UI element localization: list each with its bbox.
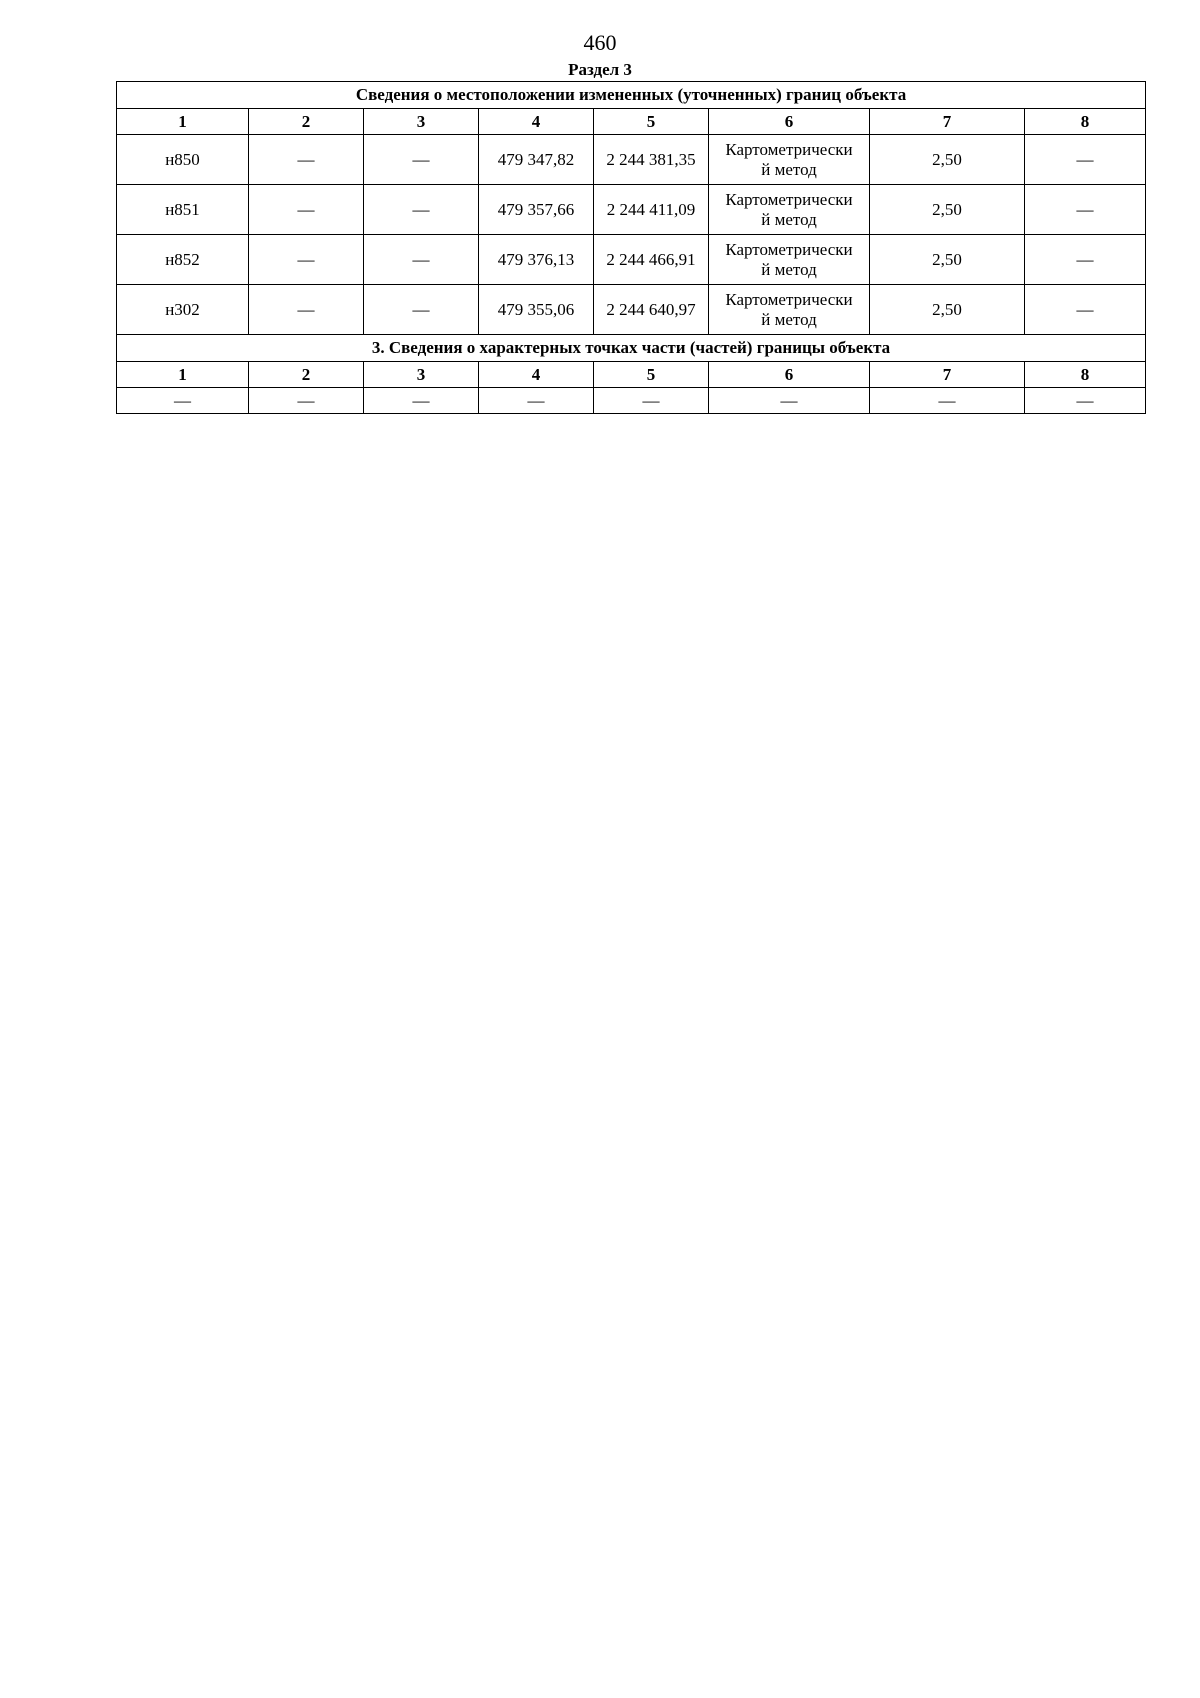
accuracy: 2,50 — [870, 185, 1025, 235]
cell-dash: — — [364, 285, 479, 335]
column-header: 4 — [479, 109, 594, 135]
accuracy: 2,50 — [870, 285, 1025, 335]
coordinate-y: 2 244 466,91 — [594, 235, 709, 285]
accuracy: 2,50 — [870, 235, 1025, 285]
cell-dash: — — [364, 235, 479, 285]
table2-title: 3. Сведения о характерных точках части (частей) границы объекта — [117, 335, 1146, 362]
cell-dash: — — [364, 135, 479, 185]
cell-dash: — — [479, 388, 594, 414]
cell-dash: — — [117, 388, 249, 414]
coordinate-x: 479 357,66 — [479, 185, 594, 235]
point-name: н302 — [117, 285, 249, 335]
table-row — [117, 285, 1146, 335]
column-header: 2 — [249, 109, 364, 135]
column-header: 2 — [249, 362, 364, 388]
method-cell — [709, 235, 870, 285]
column-header: 3 — [364, 362, 479, 388]
column-header: 7 — [870, 109, 1025, 135]
column-header: 1 — [117, 109, 249, 135]
point-name: н851 — [117, 185, 249, 235]
cell-dash: — — [1025, 388, 1146, 414]
table2-title-row — [117, 335, 1146, 362]
cell-dash: — — [1025, 285, 1146, 335]
table1-title-row — [117, 82, 1146, 109]
cell-dash: — — [249, 235, 364, 285]
cell-dash: — — [364, 388, 479, 414]
table-row — [117, 235, 1146, 285]
column-header: 7 — [870, 362, 1025, 388]
column-header: 1 — [117, 362, 249, 388]
cell-dash: — — [594, 388, 709, 414]
column-header: 5 — [594, 109, 709, 135]
coordinate-x: 479 376,13 — [479, 235, 594, 285]
cell-dash: — — [1025, 235, 1146, 285]
method-line-1: Картометрически — [725, 189, 853, 209]
column-header: 6 — [709, 362, 870, 388]
method-cell — [709, 185, 870, 235]
coordinate-x: 479 355,06 — [479, 285, 594, 335]
method-cell — [709, 285, 870, 335]
column-header: 3 — [364, 109, 479, 135]
cell-dash: — — [709, 388, 870, 414]
cell-dash: — — [249, 388, 364, 414]
column-header: 8 — [1025, 109, 1146, 135]
column-header: 6 — [709, 109, 870, 135]
cell-dash: — — [870, 388, 1025, 414]
table-row — [117, 135, 1146, 185]
method-line-2: й метод — [761, 259, 817, 279]
column-header: 5 — [594, 362, 709, 388]
table1-header-row — [117, 109, 1146, 135]
cell-dash: — — [249, 285, 364, 335]
coordinate-y: 2 244 411,09 — [594, 185, 709, 235]
cell-dash: — — [1025, 135, 1146, 185]
table-row — [117, 185, 1146, 235]
section-title: Раздел 3 — [568, 60, 632, 79]
column-header: 4 — [479, 362, 594, 388]
column-header: 8 — [1025, 362, 1146, 388]
coordinate-x: 479 347,82 — [479, 135, 594, 185]
coordinate-y: 2 244 381,35 — [594, 135, 709, 185]
method-line-2: й метод — [761, 209, 817, 229]
page-number: 460 — [583, 30, 617, 55]
boundary-table — [116, 81, 1146, 414]
cell-dash: — — [364, 185, 479, 235]
point-name: н850 — [117, 135, 249, 185]
method-line-1: Картометрически — [725, 239, 853, 259]
cell-dash: — — [1025, 185, 1146, 235]
table-row — [117, 388, 1146, 414]
method-line-2: й метод — [761, 159, 817, 179]
point-name: н852 — [117, 235, 249, 285]
table1-title: Сведения о местоположении измененных (уточненных) границ объекта — [117, 82, 1146, 109]
table2-header-row — [117, 362, 1146, 388]
method-line-1: Картометрически — [725, 289, 853, 309]
coordinate-y: 2 244 640,97 — [594, 285, 709, 335]
method-line-1: Картометрически — [725, 139, 853, 159]
method-cell — [709, 135, 870, 185]
accuracy: 2,50 — [870, 135, 1025, 185]
cell-dash: — — [249, 135, 364, 185]
cell-dash: — — [249, 185, 364, 235]
method-line-2: й метод — [761, 309, 817, 329]
